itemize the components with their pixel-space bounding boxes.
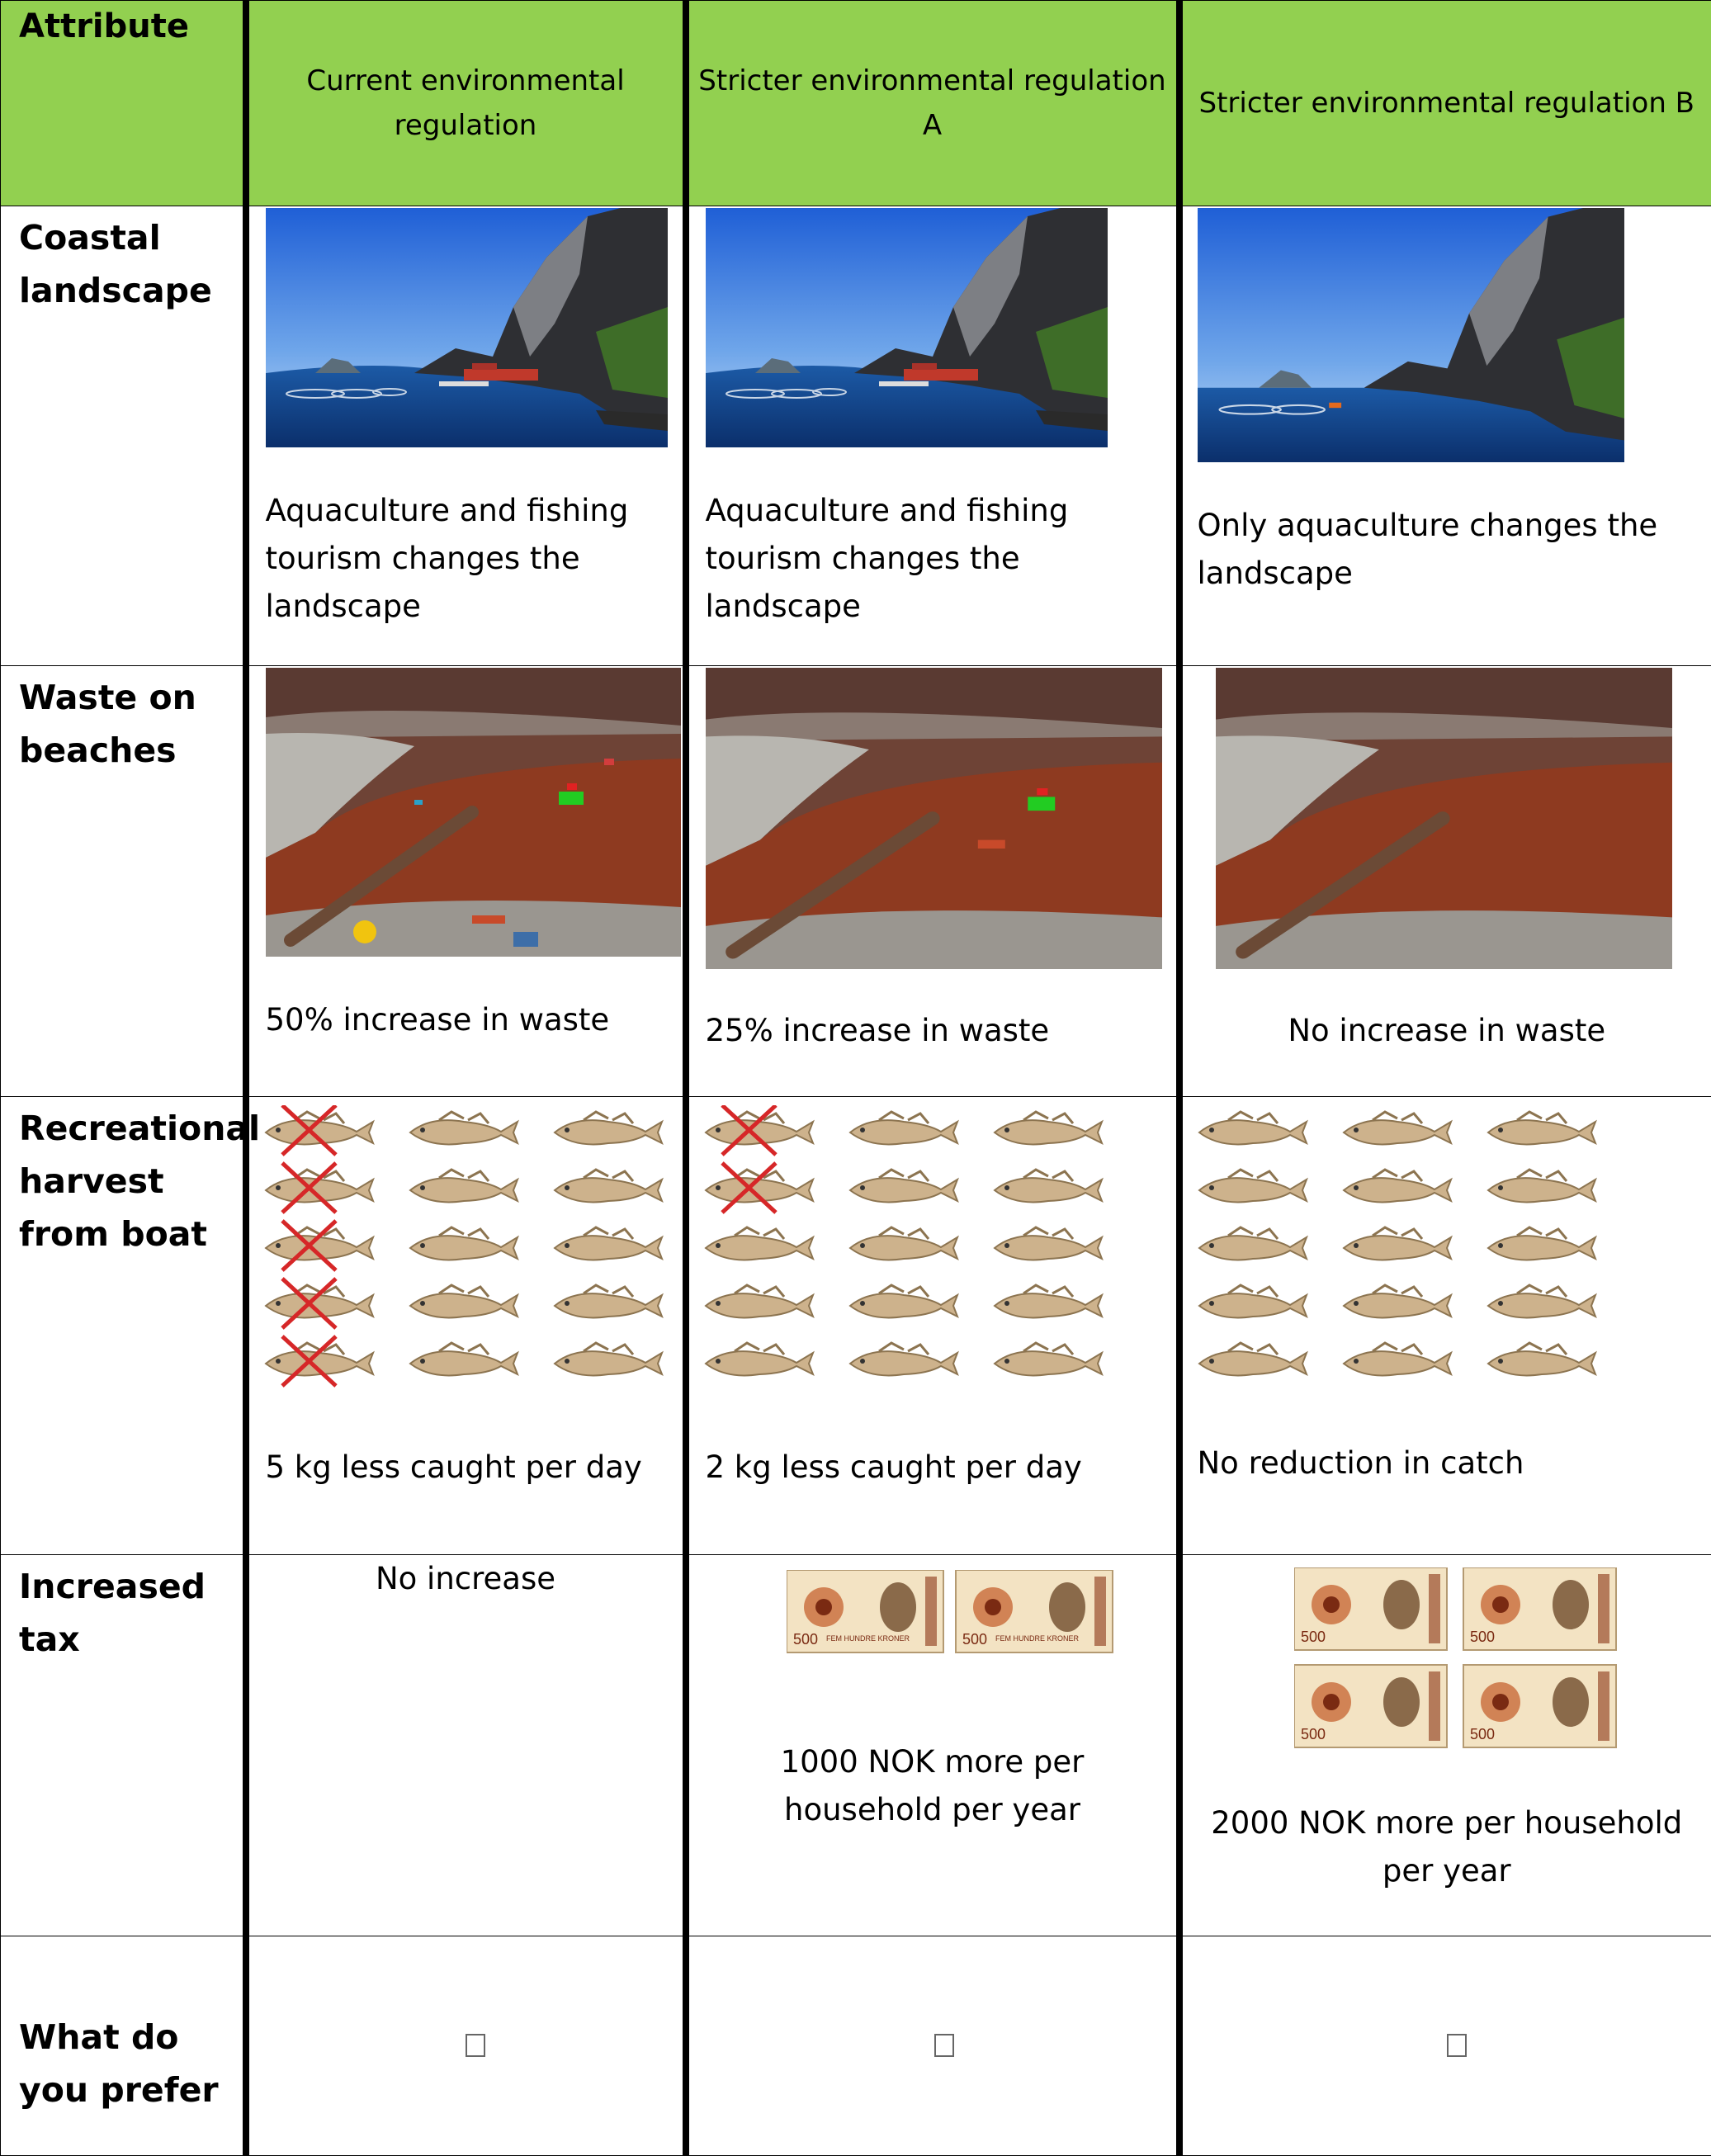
fish-icon (850, 1343, 957, 1375)
fish-grid (1191, 1105, 1620, 1411)
coastal-landscape-photo (1198, 208, 1624, 462)
fish-icon (995, 1285, 1102, 1317)
option-current-header: Current environmental regulation (246, 1, 686, 206)
prefer-row (1, 1936, 1711, 2156)
row-label-waste: Waste on beaches (1, 666, 246, 1097)
beach-waste-photo (266, 668, 681, 957)
fish-icon (410, 1170, 518, 1202)
prefer-b-checkbox[interactable] (1447, 2034, 1467, 2057)
prefer-cell-current (246, 1936, 686, 2156)
harvest-cell-a (686, 1097, 1179, 1555)
tax-row (1, 1555, 1711, 1936)
fish-icon (995, 1112, 1102, 1144)
harvest-text-b: No reduction in catch (1198, 1440, 1701, 1487)
fish-icon (995, 1227, 1102, 1260)
svg-text:500: 500 (1301, 1726, 1326, 1742)
fish-icon (706, 1227, 813, 1260)
landscape-text-b: Only aquaculture changes the landscape (1198, 502, 1701, 598)
waste-cell-a (686, 666, 1179, 1097)
landscape-cell-current (246, 206, 686, 666)
fish-grid-graphic (258, 1105, 687, 1411)
fish-icon (1488, 1343, 1595, 1375)
fish-icon (1344, 1343, 1451, 1375)
fish-icon (1199, 1285, 1307, 1317)
header-row (1, 1, 1711, 206)
beach-waste-photo (706, 668, 1162, 969)
fish-grid-graphic (1191, 1105, 1620, 1411)
fish-icon (1199, 1343, 1307, 1375)
fish-grid (258, 1105, 687, 1411)
coastal-landscape-image (266, 208, 668, 447)
tax-text-current: No increase (249, 1555, 683, 1603)
banknote-icon (1463, 1665, 1616, 1747)
tax-text-b: 2000 NOK more per household per year (1183, 1799, 1711, 1895)
row-label-harvest: Recreational harvest from boat (1, 1097, 246, 1555)
fish-icon (1488, 1170, 1595, 1202)
fish-icon (410, 1227, 518, 1260)
fish-icon (850, 1170, 957, 1202)
svg-text:FEM HUNDRE KRONER: FEM HUNDRE KRONER (995, 1634, 1080, 1643)
waste-text-current: 50% increase in waste (266, 996, 678, 1044)
banknotes-graphic (787, 1570, 1117, 1657)
coastal-landscape-photo (266, 208, 668, 447)
fish-icon (995, 1170, 1102, 1202)
fish-icon (555, 1112, 662, 1144)
banknotes (1294, 1567, 1624, 1770)
fish-icon (850, 1112, 957, 1144)
fish-icon (1488, 1112, 1595, 1144)
fish-icon (410, 1343, 518, 1375)
landscape-cell-b (1179, 206, 1711, 666)
harvest-text-a: 2 kg less caught per day (706, 1444, 1168, 1492)
landscape-cell-a (686, 206, 1179, 666)
fish-icon (410, 1285, 518, 1317)
banknote-icon (1294, 1665, 1447, 1747)
harvest-row (1, 1097, 1711, 1555)
fish-icon (1488, 1227, 1595, 1260)
waste-row (1, 666, 1711, 1097)
banknote-icon (1463, 1567, 1616, 1650)
beach-waste-photo (1216, 668, 1672, 969)
svg-text:500: 500 (793, 1631, 818, 1648)
fish-icon (706, 1285, 813, 1317)
landscape-row (1, 206, 1711, 666)
fish-icon (1488, 1285, 1595, 1317)
landscape-text-a: Aquaculture and fishing tourism changes the landscape (706, 487, 1176, 631)
prefer-cell-a (686, 1936, 1179, 2156)
banknotes (787, 1570, 1117, 1657)
coastal-landscape-photo (706, 208, 1108, 447)
tax-text-a: 1000 NOK more per household per year (689, 1738, 1176, 1834)
beach-waste-image (706, 668, 1162, 969)
waste-text-a: 25% increase in waste (706, 1007, 1168, 1055)
banknote-icon (956, 1570, 1113, 1652)
banknote-icon (1294, 1567, 1447, 1650)
prefer-current-checkbox[interactable] (466, 2034, 485, 2057)
row-label-landscape: Coastal landscape (1, 206, 246, 666)
svg-text:500: 500 (1470, 1629, 1495, 1645)
tax-cell-a (686, 1555, 1179, 1936)
coastal-landscape-image (1198, 208, 1624, 462)
svg-text:FEM HUNDRE KRONER: FEM HUNDRE KRONER (826, 1634, 910, 1643)
fish-icon (706, 1343, 813, 1375)
harvest-cell-current (246, 1097, 686, 1555)
row-label-prefer: What do you prefer (1, 1936, 246, 2156)
option-b-header: Stricter environmental regulation B (1179, 1, 1711, 206)
fish-icon (1199, 1227, 1307, 1260)
fish-icon (1199, 1170, 1307, 1202)
row-label-tax: Increased tax (1, 1555, 246, 1936)
harvest-text-current: 5 kg less caught per day (266, 1444, 678, 1492)
fish-icon (850, 1227, 957, 1260)
prefer-a-checkbox[interactable] (934, 2034, 954, 2057)
fish-grid-graphic (697, 1105, 1127, 1411)
option-a-header: Stricter environmental regulation A (686, 1, 1179, 206)
svg-text:500: 500 (1470, 1726, 1495, 1742)
fish-icon (1344, 1227, 1451, 1260)
fish-icon (1344, 1112, 1451, 1144)
tax-cell-b (1179, 1555, 1711, 1936)
waste-cell-b (1179, 666, 1711, 1097)
fish-icon (1199, 1112, 1307, 1144)
fish-icon (1344, 1170, 1451, 1202)
fish-icon (555, 1170, 662, 1202)
banknote-icon (787, 1570, 943, 1652)
waste-cell-current (246, 666, 686, 1097)
fish-icon (555, 1285, 662, 1317)
coastal-landscape-image (706, 208, 1108, 447)
attribute-header: Attribute (1, 1, 246, 206)
waste-text-b: No increase in waste (1183, 1007, 1711, 1055)
beach-waste-image (266, 668, 681, 957)
fish-icon (850, 1285, 957, 1317)
fish-icon (555, 1227, 662, 1260)
harvest-cell-b (1179, 1097, 1711, 1555)
landscape-text-current: Aquaculture and fishing tourism changes the landscape (266, 487, 678, 631)
tax-cell-current (246, 1555, 686, 1936)
fish-icon (410, 1112, 518, 1144)
svg-text:500: 500 (962, 1631, 987, 1648)
beach-waste-image (1216, 668, 1672, 969)
fish-icon (995, 1343, 1102, 1375)
banknotes-graphic (1294, 1567, 1624, 1770)
fish-icon (1344, 1285, 1451, 1317)
fish-icon (555, 1343, 662, 1375)
fish-grid (697, 1105, 1127, 1411)
prefer-cell-b (1179, 1936, 1711, 2156)
svg-text:500: 500 (1301, 1629, 1326, 1645)
